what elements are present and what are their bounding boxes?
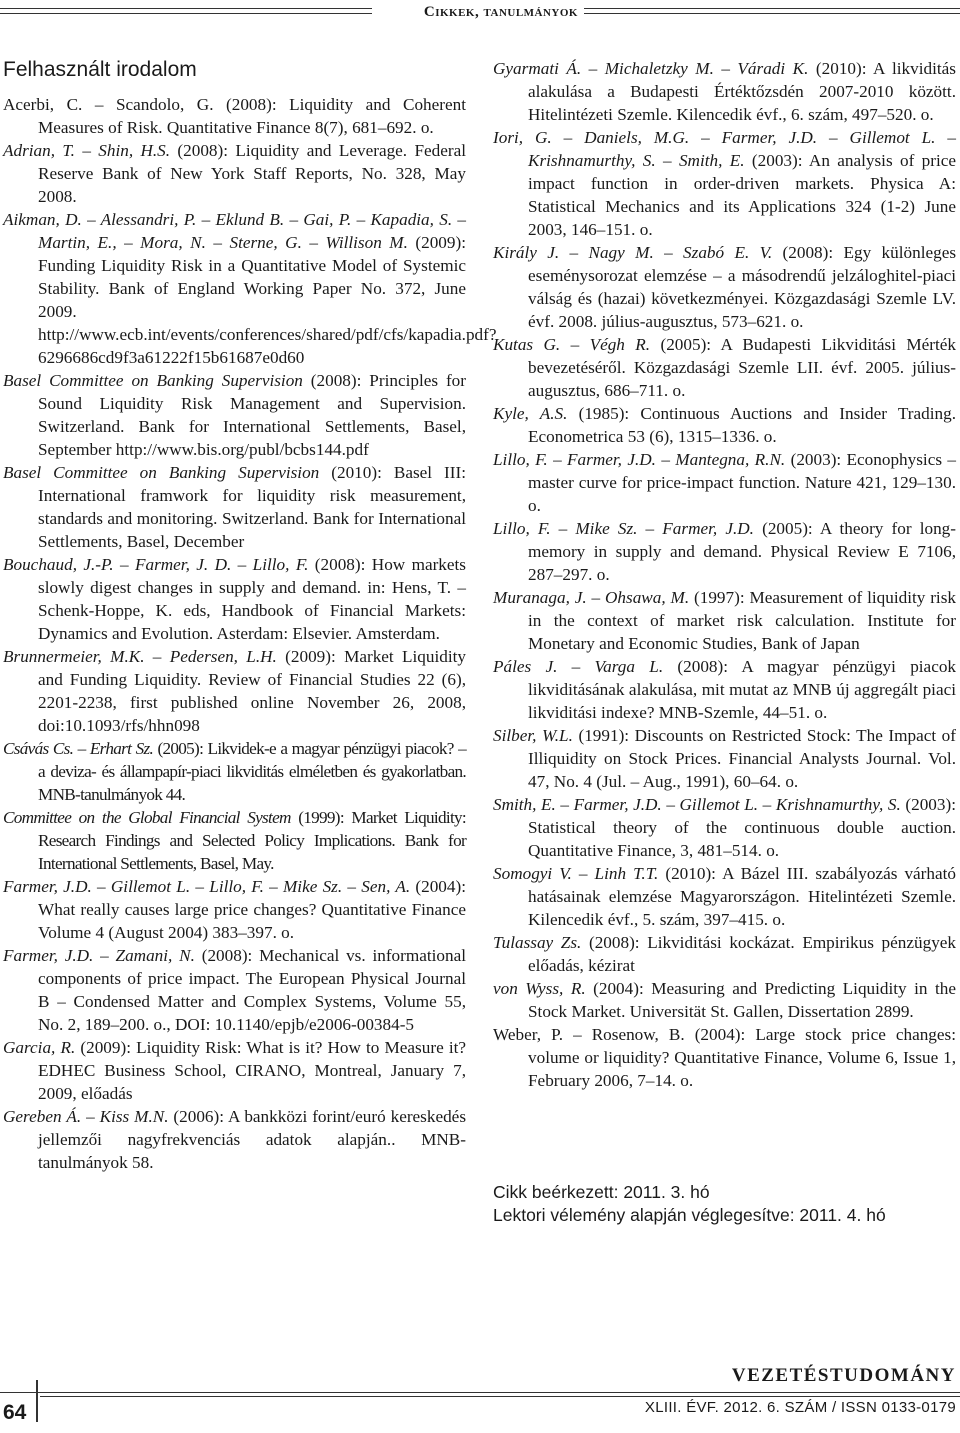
reference-item <box>3 645 466 737</box>
reference-authors: Csávás Cs. – Erhart Sz. <box>3 739 154 758</box>
reference-text: (2008): A magyar pénzügyi piacok likviditásának alakulása, mit mutat az MNB új aggregált piaci likviditási indexe? MNB-Szemle, 44–51. o. <box>528 657 957 722</box>
reference-authors: Iori, G. – Daniels, M.G. – Farmer, J.D. – Gillemot L. – Krishnamurthy, S. – Smith, E. <box>493 128 956 170</box>
reference-authors: Páles J. – Varga L. <box>493 657 664 676</box>
reference-authors: Lillo, F. – Mike Sz. – Farmer, J.D. <box>493 519 754 538</box>
reference-item <box>493 793 956 862</box>
footer-rule-second <box>0 1396 960 1397</box>
header-rule-left <box>0 8 372 14</box>
footer-rule <box>0 1392 960 1393</box>
reference-authors: Gyarmati Á. – Michaletzky M. – Váradi K. <box>493 59 809 78</box>
reference-authors: Garcia, R. <box>3 1038 76 1057</box>
reference-item <box>493 724 956 793</box>
reference-item <box>3 139 466 208</box>
reference-item <box>493 333 956 402</box>
reference-authors: Committee on the Global Financial System <box>3 808 291 827</box>
reference-item <box>493 241 956 333</box>
reference-authors: Farmer, J.D. – Zamani, N. <box>3 946 195 965</box>
reference-authors: Király J. – Nagy M. – Szabó E. V. <box>493 243 773 262</box>
reference-list-left <box>3 93 497 1174</box>
reference-text: (2010): A Bázel III. szabályozás várható hatásainak elemzése Magyarországon. Hitelintézeti Szemle. Kilencedik évf., 5. szám, 397–415. o. <box>528 864 956 929</box>
reference-text: (2005): A Budapesti Likviditási Mérték bevezetéséről. Közgazdasági Szemle LII. évf. 2005. július-augusztus, 686–711. o. <box>528 335 956 400</box>
reference-item <box>493 931 956 977</box>
reference-item <box>3 1105 466 1174</box>
reference-item <box>3 737 466 806</box>
reference-authors: Tulassay Zs. <box>493 933 582 952</box>
received-date: Cikk beérkezett: 2011. 3. hó <box>493 1182 710 1202</box>
reference-text: (2003): An analysis of price impact function in order-driven markets. Physica A: Statistical Mechanics and its Applications 324 (1-2) June 2003, 146–151. o. <box>528 151 956 239</box>
reference-item <box>493 977 956 1023</box>
reference-authors: Kutas G. – Végh R. <box>493 335 651 354</box>
reference-text: (1991): Discounts on Restricted Stock: The Impact of Illiquidity on Stock Prices. Financial Analysts Journal. Vol. 47, No. 4 (Jul. – Aug., 1991), 60–64. o. <box>528 726 956 791</box>
journal-name: VEZETÉSTUDOMÁNY <box>731 1365 956 1386</box>
reference-item <box>493 1023 956 1092</box>
reference-authors: Brunnermeier, M.K. – Pedersen, L.H. <box>3 647 277 666</box>
reference-text: (1985): Continuous Auctions and Insider Trading. Econometrica 53 (6), 1315–1336. o. <box>528 404 956 446</box>
reference-text: (2003): Statistical theory of the continuous double auction. Quantitative Finance, 3, 481–514. o. <box>528 795 956 860</box>
reference-item <box>493 862 956 931</box>
references-left-column <box>3 52 497 1174</box>
reference-text: (2008): How markets slowly digest changes in supply and demand. in: Hens, T. – Schenk-Hoppe, K. eds, Handbook of Financial Markets: Dynamics and Evolution. Asterdam: Elsevier. Amsterdam. <box>38 555 466 643</box>
reference-text: (2004): Measuring and Predicting Liquidity in the Stock Market. Universität St. Gallen, Dissertation 2899. <box>528 979 956 1021</box>
reference-text: (2008): Principles for Sound Liquidity Risk Management and Supervision. Switzerland. Bank for International Settlements, Basel, September http://www.bis.org/publ/bcbs144.pdf <box>38 371 466 459</box>
reference-authors: Somogyi V. – Linh T.T. <box>493 864 659 883</box>
reference-text: (2009): Liquidity Risk: What is it? How to Measure it? EDHEC Business School, CIRANO, Montreal, January 7, 2009, előadás <box>38 1038 466 1103</box>
reference-authors: Bouchaud, J.-P. – Farmer, J. D. – Lillo, F. <box>3 555 309 574</box>
section-title: Cikkek, tanulmányok <box>423 4 578 20</box>
reference-item <box>493 57 956 126</box>
reference-text: (2008): Mechanical vs. informational components of price impact. The European Physical Journal B – Condensed Matter and Complex Systems, Volume 55, No. 2, 189–200. o., DOI: 10.1140/epjb/e2006-00384-5 <box>38 946 467 1034</box>
reference-item <box>493 655 956 724</box>
reference-authors: Lillo, F. – Farmer, J.D. – Mantegna, R.N. <box>493 450 786 469</box>
journal-issue: XLIII. ÉVF. 2012. 6. SZÁM / ISSN 0133-0179 <box>644 1399 956 1416</box>
reference-text: (2005): A theory for long-memory in supply and demand. Physical Review E 7106, 287–297. o. <box>528 519 956 584</box>
reference-authors: Muranaga, J. – Ohsawa, M. <box>493 588 690 607</box>
reference-text: (2008): Liquidity and Leverage. Federal Reserve Bank of New York Staff Reports, No. 328, May 2008. <box>38 141 466 206</box>
reference-text: (2008): Egy különleges eseménysorozat elemzése – a másodrendű jelzáloghitel-piaci válság és (hazai) következményei. Közgazdasági Szemle LV. évf. 2008. július-augusztus, 573–621. o. <box>528 243 957 331</box>
reference-text: (1999): Market Liquidity: Research Findings and Selected Policy Implications. Bank for International Settlements, Basel, May. <box>38 808 467 873</box>
reference-text: (1997): Measurement of liquidity risk in the context of market risk calculation. Institute for Monetary and Economic Studies, Bank of Japan <box>528 588 956 653</box>
reference-item <box>493 586 956 655</box>
reference-item <box>493 448 956 517</box>
page-number-divider <box>36 1380 38 1422</box>
reference-item <box>493 126 956 241</box>
reference-text: (2010): Basel III: International framwork for liquidity risk measurement, standards and monitoring. Switzerland. Bank for International Settlements, Basel, December <box>38 463 466 551</box>
reference-text: (2005): Likvidek-e a magyar pénzügyi piacok? – a deviza- és állampapír-piaci likviditás elméletben és gyakorlatban. MNB-tanulmányok 44. <box>38 739 466 804</box>
reference-item <box>3 806 466 875</box>
reference-text: Acerbi, C. – Scandolo, G. (2008): Liquidity and Coherent Measures of Risk. Quantitative Finance 8(7), 681–692. o. <box>3 95 466 137</box>
reference-authors: Gereben Á. – Kiss M.N. <box>3 1107 169 1126</box>
reference-authors: Farmer, J.D. – Gillemot L. – Lillo, F. – Mike Sz. – Sen, A. <box>3 877 411 896</box>
reference-authors: von Wyss, R. <box>493 979 586 998</box>
reference-text: (2009): Market Liquidity and Funding Liquidity. Review of Financial Studies 22 (6), 2201-2238, first published online November 26, 2008, doi:10.1093/rfs/hhn098 <box>38 647 466 735</box>
reference-item <box>3 461 466 553</box>
reference-text: (2010): A likviditás alakulása a Budapesti Értéktőzsdén 2007-2010 között. Hitelintézeti Szemle. Kilencedik évf., 6. szám, 497–520. o. <box>528 59 956 124</box>
reference-item <box>3 944 466 1036</box>
reference-text: (2008): Likviditási kockázat. Empirikus pénzügyek előadás, kézirat <box>528 933 957 975</box>
reference-item <box>493 402 956 448</box>
reference-text: Weber, P. – Rosenow, B. (2004): Large stock price changes: volume or liquidity? Quantitative Finance, Volume 6, Issue 1, February 2006, 7–14. o. <box>493 1025 956 1090</box>
references-right-column <box>493 57 956 1092</box>
references-heading: Felhasznált irodalom <box>3 58 197 81</box>
page-number: 64 <box>0 1393 40 1422</box>
reference-item <box>3 93 466 139</box>
reference-item <box>3 875 466 944</box>
reference-text: (2004): What really causes large price changes? Quantitative Finance Volume 4 (August 2004) 383–397. o. <box>38 877 466 942</box>
reference-authors: Smith, E. – Farmer, J.D. – Gillemot L. – Krishnamurthy, S. <box>493 795 901 814</box>
reference-authors: Basel Committee on Banking Supervision <box>3 463 320 482</box>
article-dates <box>493 1181 956 1227</box>
reference-item <box>493 517 956 586</box>
reference-text: (2009): Funding Liquidity Risk in a Quantitative Model of Systemic Stability. Bank of England Working Paper No. 372, June 2009. http://www.ecb.int/events/conferences/shared/pdf/cfs/kapadia.pdf?6296686cd9f3a61222f15b61687e0d60 <box>38 233 497 367</box>
reference-item <box>3 1036 466 1105</box>
reference-item <box>3 369 466 461</box>
reference-authors: Basel Committee on Banking Supervision <box>3 371 303 390</box>
header-rule-right <box>584 8 960 14</box>
reference-authors: Kyle, A.S. <box>493 404 568 423</box>
reference-item <box>3 208 497 369</box>
reference-text: (2003): Econophysics – master curve for price-impact function. Nature 421, 129–130. o. <box>528 450 956 515</box>
reference-authors: Adrian, T. – Shin, H.S. <box>3 141 171 160</box>
reference-item <box>3 553 466 645</box>
finalized-date: Lektori vélemény alapján véglegesítve: 2011. 4. hó <box>493 1205 886 1225</box>
reference-text: (2006): A bankközi forint/euró kereskedés jellemzői nagyfrekvenciás adatok alapján.. MNB-tanulmányok 58. <box>38 1107 467 1172</box>
reference-authors: Aikman, D. – Alessandri, P. – Eklund B. – Gai, P. – Kapadia, S. – Martin, E., – Mora, N. – Sterne, G. – Willison M. <box>3 210 466 252</box>
reference-authors: Silber, W.L. <box>493 726 573 745</box>
reference-list-right <box>493 57 956 1092</box>
